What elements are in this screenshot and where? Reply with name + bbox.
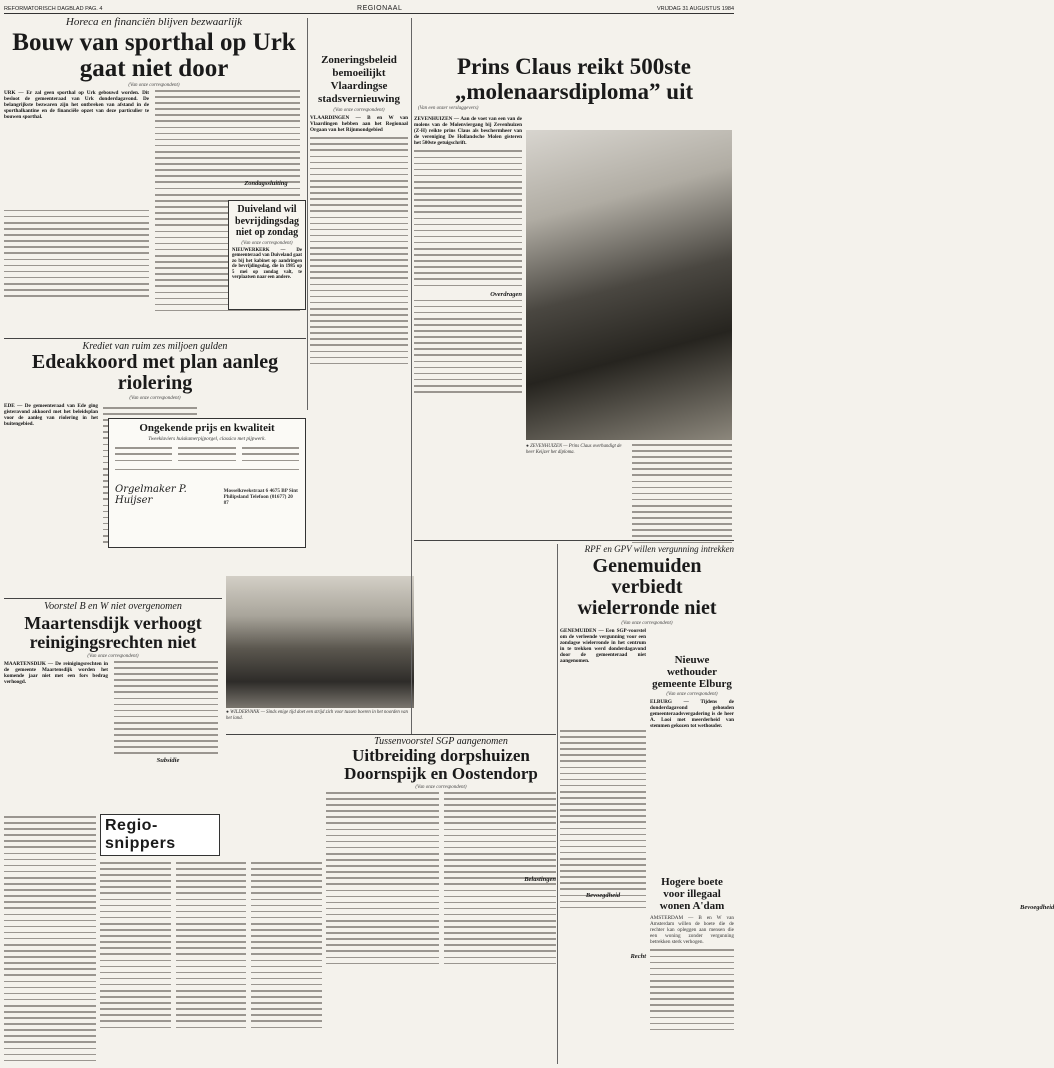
- article-lead: URK — Er zal geen sporthal op Urk gebouwd worden. Dit besloot de gemeenteraad van Urk donderdagavond. De belangrijkste bezwaren zijn het ontbreken van afstand in de sporthalkantine en de financiële opzet van deze particulier te bouwen sporthal.: [4, 90, 149, 121]
- section-rule: [414, 540, 734, 541]
- article-headline: Bouw van sporthal op Urk gaat niet door: [12, 29, 296, 82]
- subhead-recht: Recht: [630, 953, 646, 960]
- masthead: [4, 4, 734, 14]
- article-headline: Prins Claus reikt 500ste „molenaarsdiploma” uit: [454, 54, 694, 104]
- article-byline: (Van onze correspondent): [241, 240, 293, 246]
- article-byline: (Van onze correspondent): [129, 396, 181, 401]
- ad-address: Mosselkreekstraat 6 4675 BP Sint Philipsland Telefoon (01677) 20 87: [223, 487, 298, 507]
- column-rule: [307, 18, 308, 410]
- article-lead: ZEVENHUIZEN — Aan de voet van een van de molens van de Molenviergang bij Zevenhuizen (Z-H) reikte prins Claus als beschermheer van de vereniging De Hollandsche Molen gisteren het 500ste getuigschrift.: [414, 116, 522, 147]
- article-body-2: [414, 300, 522, 393]
- article-body: [650, 949, 734, 1030]
- article-vlaardingen: [310, 54, 408, 410]
- article-kicker: Krediet van ruim zes miljoen gulden: [82, 341, 228, 352]
- article-kicker: Tussenvoorstel SGP aangenomen: [374, 736, 508, 747]
- subhead-zondagssluiting: Zondagssluiting: [244, 180, 288, 187]
- masthead-section: REGIONAAL: [357, 5, 403, 12]
- article-kicker: Voorstel B en W niet overgenomen: [44, 601, 182, 612]
- article-byline: (Van onze correspondent): [666, 692, 718, 697]
- photo-prins-claus: [526, 130, 732, 440]
- ad-headline: Ongekende prijs en kwaliteit: [139, 422, 275, 434]
- article-maartensdijk: [4, 598, 222, 812]
- article-headline: Hogere boete voor illegaal wonen A'dam: [659, 876, 725, 912]
- article-headline: Uitbreiding dorpshuizen Doornspijk en Oostendorp: [344, 746, 538, 783]
- regio-snippers: [100, 814, 322, 1064]
- article-kicker: Horeca en financiën blijven bezwaarlijk: [65, 16, 243, 28]
- article-body-3: [632, 444, 732, 548]
- regio-title: Regio-snippers: [105, 817, 176, 852]
- ad-specs: [115, 447, 299, 465]
- article-duiveland: [228, 200, 306, 310]
- article-body: [310, 137, 408, 364]
- photo-caption: ● ZEVENHUIZEN — Prins Claus overhandigt de heer Keijzer het diploma.: [526, 444, 622, 455]
- advertisement-orgel: [108, 418, 306, 548]
- photo-image: [226, 576, 414, 708]
- article-lead: MAARTENSDIJK — De reinigingsrechten in de gemeente Maartensdijk worden het komende jaar niet met een fors bedrag verhoogd.: [4, 661, 108, 686]
- article-byline: (Van onze correspondent): [621, 621, 673, 626]
- article-lead: GENEMUIDEN — Een SGP-voorstel om de verleende vergunning voor een zondagse wielerronde in het centrum in te trekken werd donderdagavond door de gemeenteraad niet aangenomen.: [560, 628, 646, 665]
- masthead-date: VRIJDAG 31 AUGUSTUS 1984: [656, 5, 734, 12]
- article-byline: (Van onze correspondent): [87, 654, 139, 659]
- article-body-2: [4, 210, 149, 301]
- genemuiden-subheads: [560, 890, 646, 1060]
- article-headline: Zoneringsbeleid bemoeilijkt Vlaardingse stadsvernieuwing: [318, 54, 400, 105]
- article-body: [414, 150, 522, 286]
- article-elburg: [650, 610, 734, 794]
- article-lead: AMSTERDAM — B en W van Amsterdam willen de boete die de rechter kan opleggen aan mensen die een woning zonder vergunning betrekken sterk verhogen.: [650, 915, 734, 946]
- article-headline: Duiveland wil bevrijdingsdag niet op zondag: [235, 204, 299, 238]
- regio-title-box: [100, 814, 220, 856]
- ad-signature: Orgelmaker P. Huijser: [115, 484, 187, 507]
- article-lead: NIEUWERKERK — De gemeenteraad van Duiveland gaat zo bij het kabinet op aandringen de bevrijdingsdag, die in 1985 op 5 mei op zondag valt, te verplaatsen naar een andere.: [232, 247, 302, 281]
- column-rule: [411, 18, 412, 734]
- article-lead: EDE — De gemeenteraad van Ede ging gisteravond akkoord met het beleidsplan voor de aanleg van riolering in het buitengebied.: [4, 403, 98, 428]
- article-headline: Maartensdijk verhoogt reinigingsrechten niet: [24, 613, 202, 652]
- article-lead: ELBURG — Tijdens de donderdagavond gehouden gemeenteraadsvergadering is de heer A. Looi met meerderheid van stemmen gekozen tot wethouder.: [650, 699, 734, 730]
- subhead-bevoegdheid: Bevoegdheid: [1020, 904, 1054, 911]
- maartensdijk-continued: [4, 816, 96, 1064]
- subhead-bevoegdheid-col: Bevoegdheid: [585, 892, 621, 899]
- article-headline: Genemuiden verbiedt wielerronde niet: [577, 555, 717, 619]
- photo-caption: ● WILDERVANK — Sinds enige tijd doet een strijd zich voor tussen boeren in het noorden van het land.: [226, 710, 408, 721]
- column-rule: [557, 544, 558, 1064]
- article-byline: (Van een onzer verslaggevers): [418, 106, 479, 111]
- article-urk-subhead: [228, 178, 304, 192]
- photo-wildervank: [226, 576, 414, 732]
- subhead-subsidie: Subsidie: [156, 757, 180, 764]
- masthead-paper: REFORMATORISCH DAGBLAD PAG. 4: [4, 5, 103, 12]
- subhead-belastingen: Belastingen: [524, 876, 556, 883]
- article-headline: Edeakkoord met plan aanleg riolering: [31, 351, 279, 394]
- article-byline: (Van onze correspondent): [415, 785, 467, 790]
- prins-claus-text-col: [414, 116, 522, 540]
- article-amsterdam: [650, 876, 734, 1064]
- article-headline: Nieuwe wethouder gemeente Elburg: [652, 654, 732, 690]
- article-byline: (Van onze correspondent): [333, 108, 385, 113]
- subhead-overdragen: Overdragen: [490, 290, 522, 298]
- section-rule: [226, 734, 556, 735]
- ad-subline: Tweeklaviers huiskamerpijporgel, classico met pijpwerk.: [148, 436, 266, 443]
- article-body: [114, 661, 218, 759]
- article-lead: VLAARDINGEN — B en W van Vlaardingen hebben aan het Regionaal Orgaan van het Rijnmondgebied: [310, 115, 408, 134]
- article-kicker: RPF en GPV willen vergunning intrekken: [584, 544, 734, 554]
- regio-body: [100, 862, 322, 1033]
- ad-note: [115, 469, 299, 471]
- article-byline: (Van onze correspondent): [128, 83, 180, 88]
